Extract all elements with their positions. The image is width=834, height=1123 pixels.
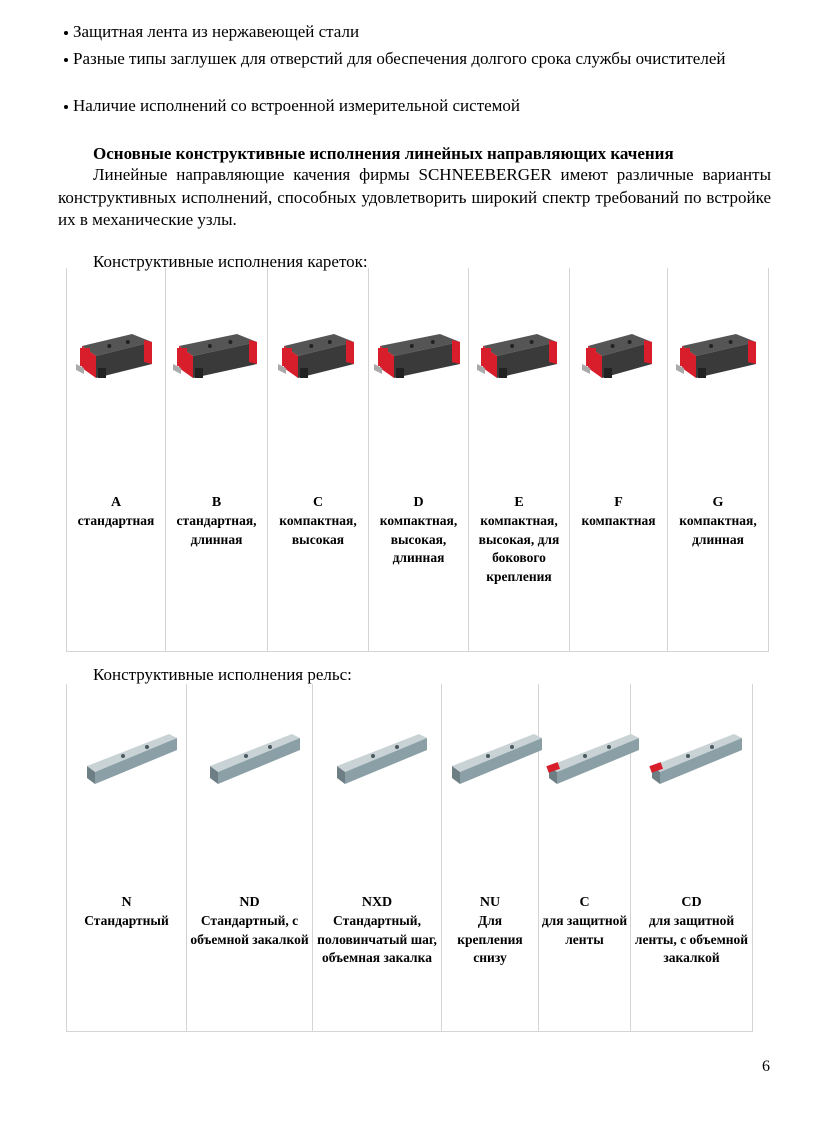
rail-label [442,850,538,1032]
carriage-code: G [712,495,724,510]
rail-label [67,850,186,1032]
rail-description: Стандартный, половинчатый шаг, объемная закалка [317,913,437,965]
carriage-code: E [514,495,524,510]
carriage-label [570,450,667,652]
carriage-description: стандартная, длинная [176,513,257,547]
bullet-item [62,94,762,117]
intro-paragraph: Линейные направляющие качения фирмы SCHNEEBERGER имеют различные варианты конструктивных исполнений, способных удовлетворить широкий спектр требований по встройке их в механические узлы. [58,165,771,229]
rail-label [187,850,312,1032]
carriage-cell-d [369,268,469,652]
rail-description: Для крепления снизу [457,913,523,965]
rail-code: NU [479,895,501,910]
section-heading: Основные конструктивные исполнения линейных направляющих качения [93,144,674,163]
carriage-image [469,268,569,442]
rail-code: NXD [361,895,393,910]
carriage-label [67,450,165,652]
bullet-dot-icon [64,31,68,35]
carriage-image [369,268,468,442]
carriage-image [67,268,165,442]
carriage-description: компактная, высокая, длинная [379,513,458,565]
carriages-caption: Конструктивные исполнения кареток: [93,252,368,271]
carriage-description: компактная [581,513,656,528]
carriage-code: B [211,495,222,510]
carriage-label [668,450,768,652]
rail-label [313,850,441,1032]
rail-description: Стандартный, с объемной закалкой [190,913,309,947]
rail-description: Стандартный [84,913,169,928]
bullet-item [62,47,762,70]
rail-label [631,850,752,1032]
carriage-image [268,268,368,442]
carriage-label [469,450,569,652]
carriage-code: D [413,495,424,510]
rail-cell-n [66,684,187,1032]
carriage-label [369,450,468,652]
rail-image [67,684,186,842]
rail-code: ND [239,895,260,910]
rail-code: C [579,895,590,910]
bullet-text: Разные типы заглушек для отверстий для обеспечения долгого срока службы очистителей [73,49,726,68]
rail-description: для защитной ленты [541,913,628,947]
bullet-item [62,20,762,43]
carriage-cell-e [469,268,570,652]
rail-cell-cd [631,684,753,1032]
bullet-dot-icon [64,58,68,62]
carriage-label [268,450,368,652]
rail-cell-nxd [313,684,442,1032]
carriage-description: стандартная [77,513,155,528]
carriage-code: F [614,495,623,510]
carriage-cell-b [166,268,268,652]
carriages-table [66,268,769,652]
carriage-description: компактная, высокая [279,513,357,547]
rail-label [539,850,630,1032]
rail-image [631,684,752,842]
rail-cell-nu [442,684,539,1032]
rail-image [442,684,538,842]
carriage-image [668,268,768,442]
rails-caption: Конструктивные исполнения рельс: [93,665,352,684]
rail-code: CD [681,895,702,910]
bullet-text: Наличие исполнений со встроенной измерительной системой [73,96,521,115]
carriage-description: компактная, длинная [679,513,757,547]
rail-description: для защитной ленты, с объемной закалкой [634,913,749,965]
carriage-label [166,450,267,652]
bullet-dot-icon [64,105,68,109]
carriage-cell-a [66,268,166,652]
page-number: 6 [762,1058,770,1075]
carriage-cell-f [570,268,668,652]
carriage-image [570,268,667,442]
rail-image [539,684,630,842]
rail-cell-c [539,684,631,1032]
carriage-cell-g [668,268,769,652]
carriage-image [166,268,267,442]
bullet-text: Защитная лента из нержавеющей стали [73,22,360,41]
rails-table [66,684,753,1032]
rail-code: N [121,895,132,910]
rail-image [187,684,312,842]
rail-cell-nd [187,684,313,1032]
carriage-description: компактная, высокая, для бокового крепления [478,513,560,584]
carriage-cell-c [268,268,369,652]
carriage-code: C [312,495,324,510]
rail-image [313,684,441,842]
carriage-code: A [110,495,122,510]
